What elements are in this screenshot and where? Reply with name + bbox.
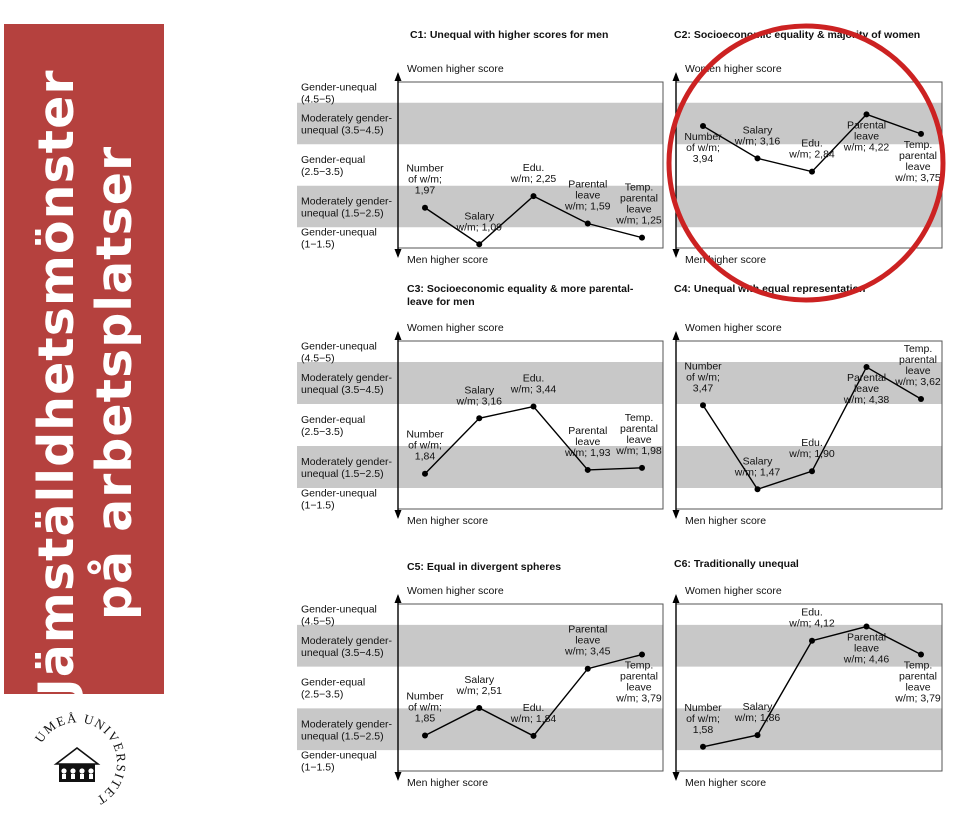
row-label: Gender-unequal (1−1.5)	[301, 749, 377, 774]
data-label: Number of w/m; 3,94	[684, 130, 722, 165]
data-point	[918, 652, 924, 658]
row-label: Moderately gender-unequal (1.5−2.5)	[301, 718, 393, 743]
row-label: Gender-unequal (4.5−5)	[301, 603, 377, 628]
axis-bottom-label: Men higher score	[685, 777, 767, 789]
axis-bottom-label: Men higher score	[407, 777, 489, 789]
data-label: Salary w/m; 3,16	[734, 124, 781, 148]
data-point	[639, 652, 645, 658]
chart-title: C1: Unequal with higher scores for men	[410, 29, 609, 41]
data-label: Salary w/m; 1,47	[734, 455, 781, 479]
row-label: Gender-unequal (4.5−5)	[301, 340, 377, 365]
data-label: Salary w/m; 1,86	[734, 701, 781, 725]
data-label: Temp. parental leave w/m; 3,62	[895, 342, 941, 388]
data-point	[809, 638, 815, 644]
data-label: Salary w/m; 3,16	[456, 384, 503, 408]
data-point	[809, 169, 815, 175]
data-label: Parental leave w/m; 4,46	[843, 631, 890, 666]
data-point	[755, 155, 761, 161]
arrow-down-icon	[673, 249, 680, 258]
axis-top-label: Women higher score	[685, 63, 782, 75]
data-label: Temp. parental leave w/m; 3,79	[895, 659, 941, 705]
row-label: Moderately gender-unequal (1.5−2.5)	[301, 195, 393, 220]
data-label: Parental leave w/m; 1,59	[564, 178, 611, 213]
arrow-down-icon	[395, 772, 402, 781]
data-label: Parental leave w/m; 4,22	[843, 119, 890, 154]
row-label: Gender-equal (2.5−3.5)	[301, 154, 366, 178]
data-label: Salary w/m; 1,09	[456, 210, 503, 234]
data-label: Edu. w/m; 1,84	[510, 701, 557, 725]
data-point	[476, 705, 482, 711]
data-label: Temp. parental leave w/m; 1,25	[616, 181, 662, 227]
chart-panel	[297, 561, 663, 789]
data-point	[755, 732, 761, 738]
row-label: Gender-unequal (1−1.5)	[301, 226, 377, 251]
row-label: Gender-unequal (4.5−5)	[301, 81, 377, 106]
data-label: Number of w/m; 1,58	[684, 701, 722, 736]
data-point	[585, 467, 591, 473]
arrow-up-icon	[395, 331, 402, 340]
axis-bottom-label: Men higher score	[407, 515, 489, 527]
data-point	[422, 471, 428, 477]
axis-bottom-label: Men higher score	[685, 515, 767, 527]
data-label: Edu. w/m; 1,90	[789, 437, 835, 461]
axis-top-label: Women higher score	[407, 322, 504, 334]
data-point	[531, 733, 537, 739]
data-point	[864, 364, 870, 370]
data-point	[585, 666, 591, 672]
data-label: Temp. parental leave w/m; 1,98	[616, 411, 662, 457]
arrow-up-icon	[673, 594, 680, 603]
data-label: Number of w/m; 1,97	[406, 162, 444, 197]
axis-bottom-label: Men higher score	[407, 254, 489, 266]
data-point	[700, 402, 706, 408]
data-label: Edu. w/m; 2,84	[789, 137, 835, 161]
data-label: Parental leave w/m; 4,38	[843, 372, 890, 407]
data-point	[864, 111, 870, 117]
data-point	[639, 235, 645, 241]
data-point	[476, 415, 482, 421]
row-label: Moderately gender-unequal (3.5−4.5)	[301, 372, 393, 396]
data-point	[639, 465, 645, 471]
data-point	[809, 468, 815, 474]
data-label: Edu. w/m; 3,44	[510, 372, 557, 396]
data-point	[422, 205, 428, 211]
data-point	[700, 744, 706, 750]
axis-top-label: Women higher score	[407, 585, 504, 597]
data-point	[585, 221, 591, 227]
data-label: Temp. parental leave w/m; 3,79	[616, 659, 662, 705]
arrow-up-icon	[395, 72, 402, 81]
data-point	[755, 486, 761, 492]
data-label: Parental leave w/m; 1,93	[564, 424, 611, 459]
chart-title: C6: Traditionally unequal	[674, 558, 799, 570]
arrow-down-icon	[395, 249, 402, 258]
data-label: Salary w/m; 2,51	[456, 673, 503, 697]
row-label: Gender-equal (2.5−3.5)	[301, 414, 366, 438]
chart-title: C5: Equal in divergent spheres	[407, 561, 562, 573]
data-point	[422, 733, 428, 739]
axis-top-label: Women higher score	[407, 63, 504, 75]
axis-bottom-label: Men higher score	[685, 254, 767, 266]
row-label: Gender-unequal (1−1.5)	[301, 487, 377, 512]
axis-top-label: Women higher score	[685, 322, 782, 334]
arrow-down-icon	[395, 510, 402, 519]
data-label: Edu. w/m; 4,12	[789, 606, 835, 630]
data-point	[476, 241, 482, 247]
arrow-up-icon	[673, 331, 680, 340]
sidebar-title: Jämställdhetsmönster på arbetsplatser	[28, 69, 143, 697]
chart-title: C4: Unequal with equal representation	[674, 283, 866, 295]
data-point	[531, 404, 537, 410]
row-label: Moderately gender-unequal (1.5−2.5)	[301, 456, 393, 480]
arrow-up-icon	[395, 594, 402, 603]
row-label: Gender-equal (2.5−3.5)	[301, 676, 366, 701]
data-label: Edu. w/m; 2,25	[510, 162, 557, 186]
data-point	[918, 396, 924, 402]
arrow-up-icon	[673, 72, 680, 81]
chart-title: C3: Socioeconomic equality & more parental-leave for men	[407, 283, 634, 308]
data-label: Number of w/m; 3,47	[684, 360, 722, 395]
band-moderately-unequal	[676, 186, 942, 228]
data-label: Temp. parental leave w/m; 3,75	[895, 138, 941, 184]
data-point	[864, 624, 870, 630]
chart-panel	[673, 283, 943, 527]
row-label: Moderately gender-unequal (3.5−4.5)	[301, 634, 393, 659]
row-label: Moderately gender-unequal (3.5−4.5)	[301, 112, 393, 137]
axis-top-label: Women higher score	[685, 585, 782, 597]
chart-panel	[297, 283, 663, 527]
data-point	[918, 131, 924, 137]
chart-title: C2: Socioeconomic equality & majority of women	[674, 29, 921, 41]
arrow-down-icon	[673, 772, 680, 781]
chart-panel	[297, 29, 663, 266]
chart-panel	[673, 558, 943, 789]
data-label: Number of w/m; 1,85	[406, 690, 444, 725]
data-label: Number of w/m; 1,84	[406, 428, 444, 463]
data-point	[700, 123, 706, 129]
data-point	[531, 193, 537, 199]
logo-text: UMEÅ UNIVERSITET	[31, 710, 130, 809]
arrow-down-icon	[673, 510, 680, 519]
data-label: Parental leave w/m; 3,45	[564, 623, 611, 658]
